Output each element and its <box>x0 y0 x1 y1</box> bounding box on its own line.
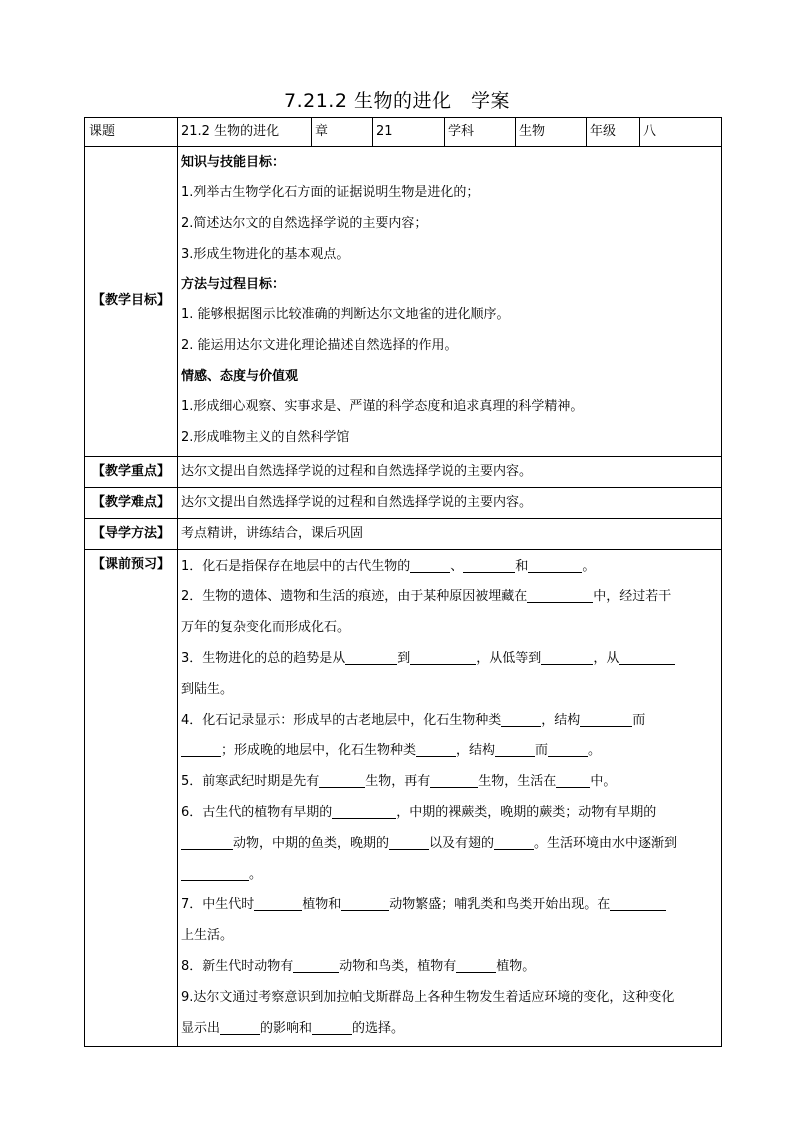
difficult-points-row <box>85 487 722 518</box>
knowledge-title: 知识与技能目标： <box>181 155 286 170</box>
method-text: 考点精讲，讲练结合，课后巩固 <box>178 518 722 549</box>
preview-question-8: 8．新生代时动物有 动物和鸟类，植物有 植物。 <box>181 958 536 974</box>
preview-label: 【课前预习】 <box>85 549 178 1047</box>
answer-blank[interactable] <box>501 711 541 727</box>
method-item: 2. 能运用达尔文进化理论描述自然选择的作用。 <box>181 338 458 354</box>
preview-question-1: 1．化石是指保存在地层中的古代生物的 、 和 。 <box>181 558 596 574</box>
course-value: 21.2 生物的进化 <box>178 118 312 147</box>
answer-blank[interactable] <box>389 834 429 850</box>
chapter-label: 章 <box>312 118 373 147</box>
answer-blank[interactable] <box>610 895 666 911</box>
answer-blank[interactable] <box>341 895 389 911</box>
answer-blank[interactable] <box>619 649 675 665</box>
method-item: 1. 能够根据图示比较准确的判断达尔文地雀的进化顺序。 <box>181 307 510 323</box>
method-title: 方法与过程目标： <box>181 277 286 293</box>
grade-label: 年级 <box>587 118 640 147</box>
page-title: 7.21.2 生物的进化 学案 <box>284 90 510 112</box>
answer-blank[interactable] <box>527 587 593 603</box>
chapter-value: 21 <box>373 118 445 147</box>
preview-question-4: 4．化石记录显示：形成早的古老地层中，化石生物种类 ，结构 而 ；形成晚的地层中，化石生物种类 ，结构 而 。 <box>181 712 646 759</box>
objectives-label: 【教学目标】 <box>85 147 178 457</box>
answer-blank[interactable] <box>456 957 496 973</box>
preview-question-2: 2．生物的遗体、遗物和生活的痕迹，由于某种原因被埋藏在 中，经过若干 万年的复杂变化而形成化石。 <box>181 589 672 636</box>
answer-blank[interactable] <box>181 741 221 757</box>
emotion-item: 1.形成细心观察、实事求是、严谨的科学态度和追求真理的科学精神。 <box>181 398 584 414</box>
key-points-label: 【教学重点】 <box>85 456 178 487</box>
answer-blank[interactable] <box>463 557 515 573</box>
method-row <box>85 518 722 549</box>
subject-label: 学科 <box>445 118 516 147</box>
key-points-row <box>85 456 722 487</box>
answer-blank[interactable] <box>181 865 249 881</box>
answer-blank[interactable] <box>430 772 478 788</box>
answer-blank[interactable] <box>254 895 302 911</box>
lesson-plan-table <box>84 117 722 1047</box>
course-label: 课题 <box>85 118 178 147</box>
preview-question-5: 5．前寒武纪时期是先有 生物，再有 生物，生活在 中。 <box>181 774 617 790</box>
answer-blank[interactable] <box>580 711 632 727</box>
answer-blank[interactable] <box>494 834 534 850</box>
difficult-points-text: 达尔文提出自然选择学说的过程和自然选择学说的主要内容。 <box>178 487 722 518</box>
answer-blank[interactable] <box>293 957 339 973</box>
answer-blank[interactable] <box>528 557 582 573</box>
knowledge-item: 1.列举古生物学化石方面的证据说明生物是进化的； <box>181 185 480 200</box>
objectives-row <box>85 147 722 457</box>
objectives-content <box>178 147 722 457</box>
answer-blank[interactable] <box>319 772 365 788</box>
header-row <box>85 118 722 147</box>
answer-blank[interactable] <box>416 741 456 757</box>
grade-value: 八 <box>640 118 722 147</box>
preview-question-6: 6．古生代的植物有早期的 ，中期的裸蕨类，晚期的蕨类；动物有早期的 动物，中期的鱼类，晚期的 以及有翅的 。生活环境由水中逐渐到 。 <box>181 804 678 882</box>
answer-blank[interactable] <box>220 1019 260 1035</box>
emotion-item: 2.形成唯物主义的自然科学馆 <box>181 429 350 445</box>
knowledge-item: 2.简述达尔文的自然选择学说的主要内容； <box>181 215 428 231</box>
subject-value: 生物 <box>516 118 587 147</box>
answer-blank[interactable] <box>548 741 588 757</box>
preview-row <box>85 549 722 1047</box>
knowledge-item: 3.形成生物进化的基本观点。 <box>181 246 350 262</box>
emotion-title: 情感、态度与价值观 <box>181 368 299 384</box>
preview-question-7: 7．中生代时 植物和 动物繁盛；哺乳类和鸟类开始出现。在 上生活。 <box>181 890 718 952</box>
answer-blank[interactable] <box>556 772 590 788</box>
answer-blank[interactable] <box>410 649 476 665</box>
answer-blank[interactable] <box>541 649 593 665</box>
preview-question-9: 9.达尔文通过考察意识到加拉帕戈斯群岛上各种生物发生着适应环境的变化，这种变化 显示出 的影响和 的选择。 <box>181 989 675 1036</box>
answer-blank[interactable] <box>345 649 397 665</box>
answer-blank[interactable] <box>312 1019 352 1035</box>
preview-question-3: 3．生物进化的总的趋势是从 到 ，从低等到 ，从 到陆生。 <box>181 644 718 706</box>
answer-blank[interactable] <box>410 557 450 573</box>
difficult-points-label: 【教学难点】 <box>85 487 178 518</box>
answer-blank[interactable] <box>181 834 233 850</box>
preview-content <box>178 549 722 1047</box>
key-points-text: 达尔文提出自然选择学说的过程和自然选择学说的主要内容。 <box>178 456 722 487</box>
method-label: 【导学方法】 <box>85 518 178 549</box>
answer-blank[interactable] <box>332 803 396 819</box>
answer-blank[interactable] <box>495 741 535 757</box>
